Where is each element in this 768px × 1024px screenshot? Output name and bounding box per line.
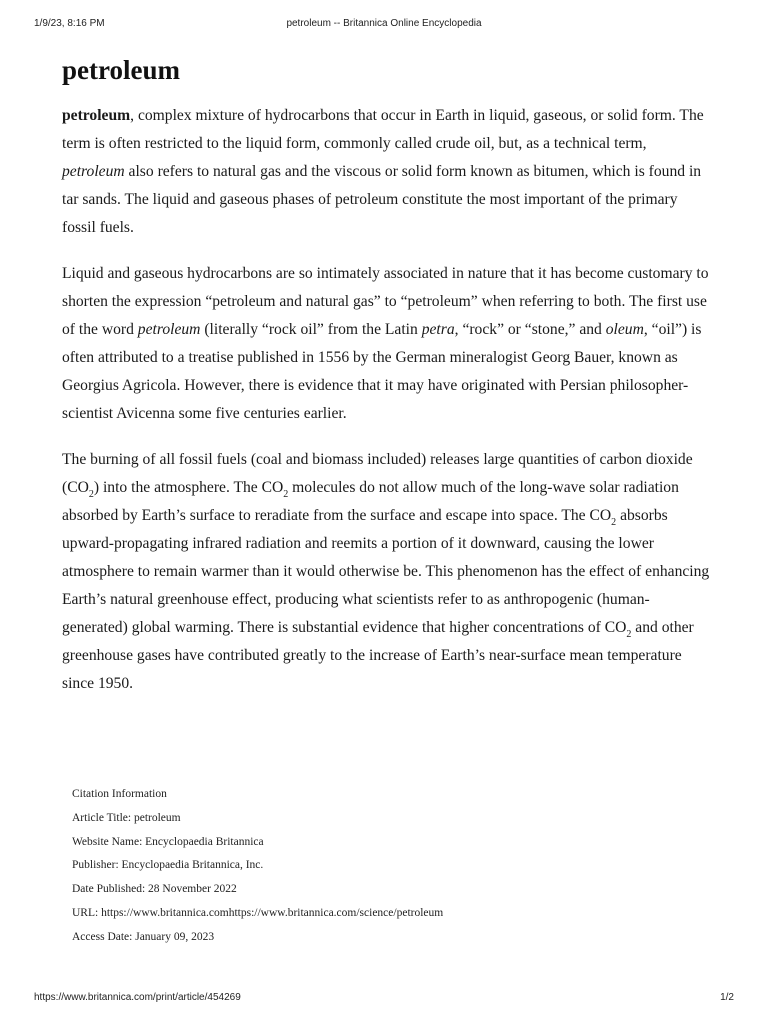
text-span: also refers to natural gas and the viscous or solid form known as bitumen, which is found in tar sands. The liquid and gaseous phases of petroleum constitute the most important of the primary fossil fuels.: [62, 163, 702, 236]
print-footer: [0, 992, 768, 1008]
co2-formula: $CO_2$: [589, 507, 617, 528]
citation-block: [72, 784, 672, 951]
text-span: absorbs upward-propagating infrared radiation and reemits a portion of it downward, causing the lower atmosphere to remain warmer than it would otherwise be. This phenomenon has the effect of enhancing Earth’s natural greenhouse effect, producing what scientists refer to as anthropogenic (human-generated) global warming. There is substantial evidence that higher concentrations of: [62, 507, 710, 636]
lemma-term: petroleum: [62, 107, 131, 124]
co2-formula: $CO_2$: [604, 619, 632, 640]
italic-term: petroleum: [62, 163, 125, 180]
page-number: 1/2: [720, 992, 734, 1003]
text-span: molecules do not allow much of the long-wave solar radiation absorbed by Earth’s surface to reradiate from the surface and escape into space. The: [62, 479, 679, 524]
paragraph-etymology: [62, 260, 712, 428]
article-title: petroleum: [62, 55, 180, 85]
co2-formula: $CO_2$: [261, 479, 289, 500]
citation-heading: Citation Information: [72, 788, 167, 800]
article-content: [62, 52, 712, 716]
italic-term: oleum: [605, 321, 644, 338]
text-span: (literally “rock oil” from the Latin: [200, 321, 422, 338]
print-datetime: 1/9/23, 8:16 PM: [34, 18, 105, 29]
citation-publisher: Publisher: Encyclopaedia Britannica, Inc.: [72, 859, 264, 872]
paragraph-intro: [62, 102, 712, 242]
text-span: ) into the atmosphere. The: [93, 479, 262, 496]
text-span: , complex mixture of hydrocarbons that occur in Earth in liquid, gaseous, or solid form. The term is often restricted to the liquid form, commonly called crude oil, but, as a technical term,: [62, 107, 704, 152]
text-span: , “oil”) is often attributed to a treatise published in 1556 by the German mineralogist Georg Bauer, known as Georgius Agricola. However, there is evidence that it may have originated with Persian philosopher-scientist Avicenna some five centuries earlier.: [62, 321, 702, 422]
citation-article-title: Article Title: petroleum: [72, 811, 181, 824]
citation-date-published: Date Published: 28 November 2022: [72, 883, 237, 896]
citation-access-date: Access Date: January 09, 2023: [72, 930, 215, 943]
text-span: , “rock” or “stone,” and: [454, 321, 606, 338]
co2-formula: $CO_2$: [67, 479, 94, 500]
citation-website: Website Name: Encyclopaedia Britannica: [72, 835, 264, 848]
print-tab-title: petroleum -- Britannica Online Encyclopedia: [286, 18, 482, 29]
print-url: https://www.britannica.com/print/article/454269: [34, 992, 241, 1003]
paragraph-climate: [62, 446, 712, 698]
print-header: [0, 14, 768, 34]
italic-term: petra: [421, 321, 455, 338]
text-span: The burning of all fossil fuels (coal and biomass included) releases large quantities of carbon dioxide (: [62, 451, 693, 496]
citation-url: URL: https://www.britannica.comhttps://www.britannica.com/science/petroleum: [72, 906, 444, 919]
italic-term: petroleum: [137, 321, 201, 338]
text-span: Liquid and gaseous hydrocarbons are so intimately associated in nature that it has become customary to shorten the expression “petroleum and natural gas” to “petroleum” when referring to both. The first use of the word: [62, 265, 709, 338]
text-span: and other greenhouse gases have contributed greatly to the increase of Earth’s near-surface mean temperature since 1950.: [62, 619, 694, 692]
